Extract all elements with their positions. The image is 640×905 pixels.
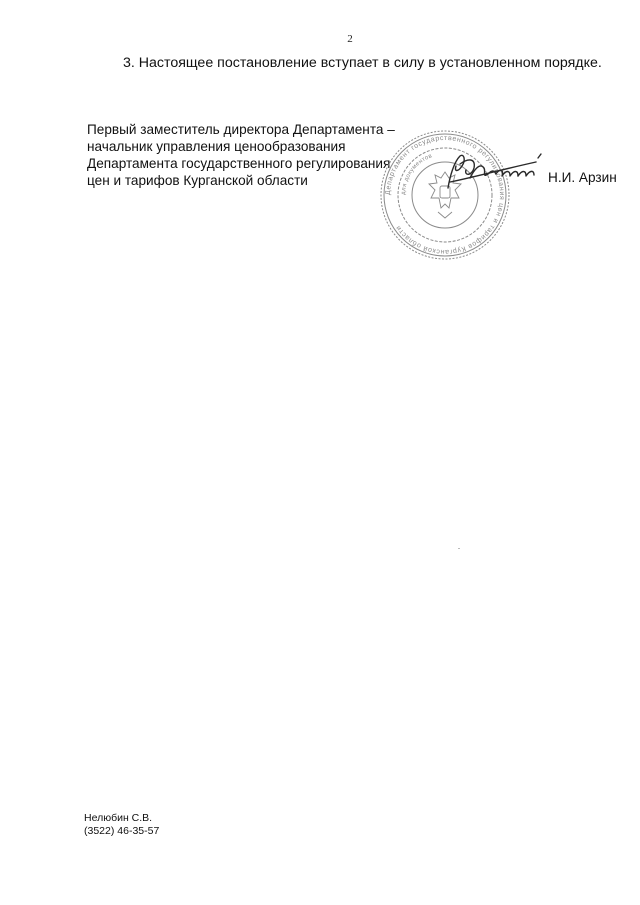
svg-text:для документов <box>401 153 433 195</box>
signatory-title-line: Первый заместитель директора Департамента – <box>87 122 395 137</box>
handwritten-signature-icon <box>440 148 545 198</box>
signatory-title-line: начальник управления ценообразования <box>87 139 346 154</box>
executor-name: Нелюбин С.В. <box>84 812 153 824</box>
signatory-name: Н.И. Арзин <box>548 170 617 185</box>
clause-text: 3. Настоящее постановление вступает в силу в установленном порядке. <box>123 55 602 71</box>
executor-block <box>84 812 159 838</box>
signatory-title <box>87 121 395 189</box>
seal-outer-text: Департамент государственного регулирования цен и тарифов Курганской области <box>384 134 506 256</box>
signatory-title-line: Департамента государственного регулирования <box>87 156 391 171</box>
seal-inner-text: для документов <box>400 153 434 196</box>
executor-phone: (3522) 46-35-57 <box>84 825 160 837</box>
signatory-title-line: цен и тарифов Курганской области <box>87 173 308 188</box>
scan-speck <box>458 548 460 549</box>
page-number: 2 <box>347 33 353 45</box>
